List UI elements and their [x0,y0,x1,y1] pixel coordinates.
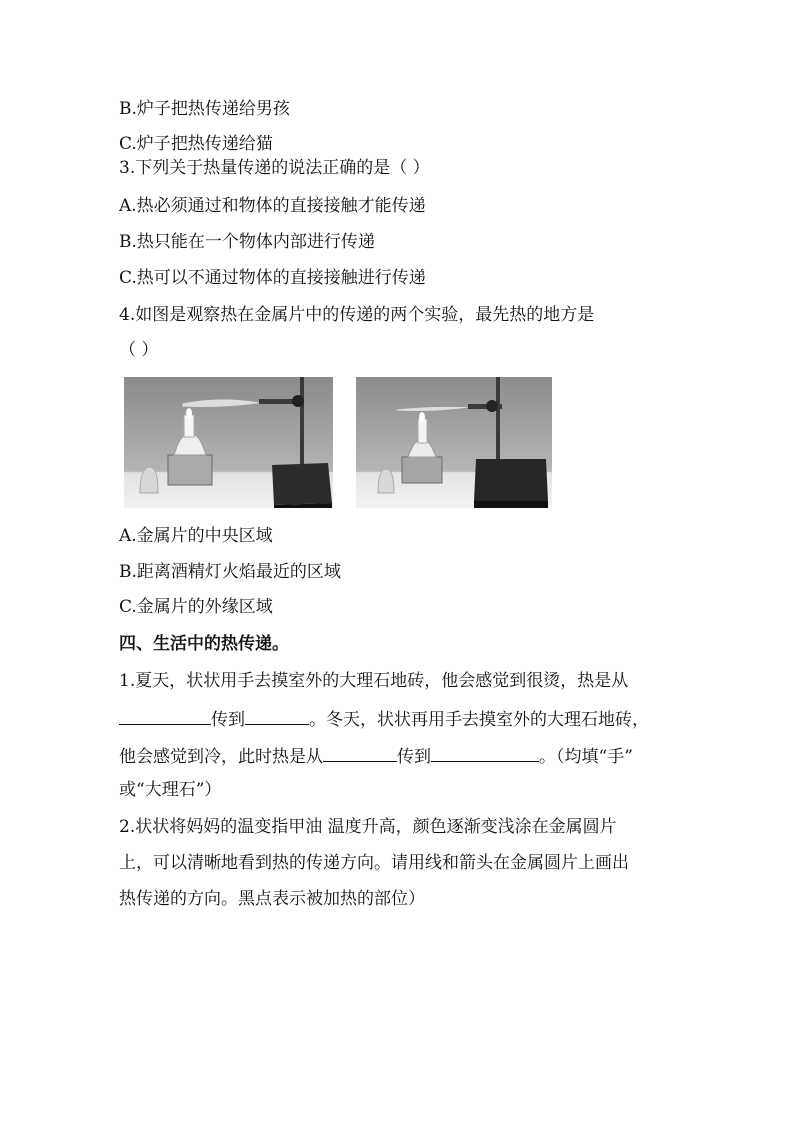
experiment-photo-1-drawing [124,377,333,508]
answer-blank-1[interactable] [119,706,211,725]
answer-blank-3[interactable] [323,743,397,762]
section4-p2-line3: 热传递的方向。黑点表示被加热的部位） [119,889,425,909]
p1-line2-mid: 传到 [211,710,245,730]
section4-title: 四、生活中的热传递。 [119,634,289,654]
q3-stem: 3.下列关于热量传递的说法正确的是（ ） [119,158,430,178]
q3-option-b: B.热只能在一个物体内部进行传递 [119,232,375,252]
section4-p1-line4: 或“大理石”） [119,780,222,800]
p1-line3-mid: 传到 [397,747,431,767]
q3-option-c: C.热可以不通过物体的直接接触进行传递 [119,268,426,288]
section4-p1-line3 [119,743,633,769]
q3-option-a: A.热必须通过和物体的直接接触才能传递 [119,196,426,216]
q2-option-c: C.炉子把热传递给猫 [119,134,273,154]
experiment-photo-1 [124,377,333,508]
q4-option-b: B.距离酒精灯火焰最近的区域 [119,562,341,582]
q4-option-c: C.金属片的外缘区域 [119,597,273,617]
p1-line3-start: 他会感觉到冷，此时热是从 [119,747,323,767]
answer-blank-4[interactable] [431,743,539,762]
answer-blank-2[interactable] [245,706,309,725]
section4-p1-line1: 1.夏天，状状用手去摸室外的大理石地砖，他会感觉到很烫，热是从 [119,671,629,691]
q4-option-a: A.金属片的中央区域 [119,526,273,546]
p1-line3-end: 。（均填“手” [539,747,633,767]
q2-option-b: B.炉子把热传递给男孩 [119,99,290,119]
section4-p2-line2: 上，可以清晰地看到热的传递方向。请用线和箭头在金属圆片上画出 [119,853,629,873]
experiment-photo-2 [356,377,552,508]
section4-p1-line2 [119,706,649,732]
experiment-photo-2-drawing [356,377,552,508]
q4-stem-line1: 4.如图是观察热在金属片中的传递的两个实验，最先热的地方是 [119,305,595,325]
section4-p2-line1: 2.状状将妈妈的温变指甲油 温度升高，颜色逐渐变浅涂在金属圆片 [119,817,617,837]
p1-line2-end: 。冬天，状状再用手去摸室外的大理石地砖， [309,710,649,730]
q4-stem-line2: （ ） [119,340,159,360]
